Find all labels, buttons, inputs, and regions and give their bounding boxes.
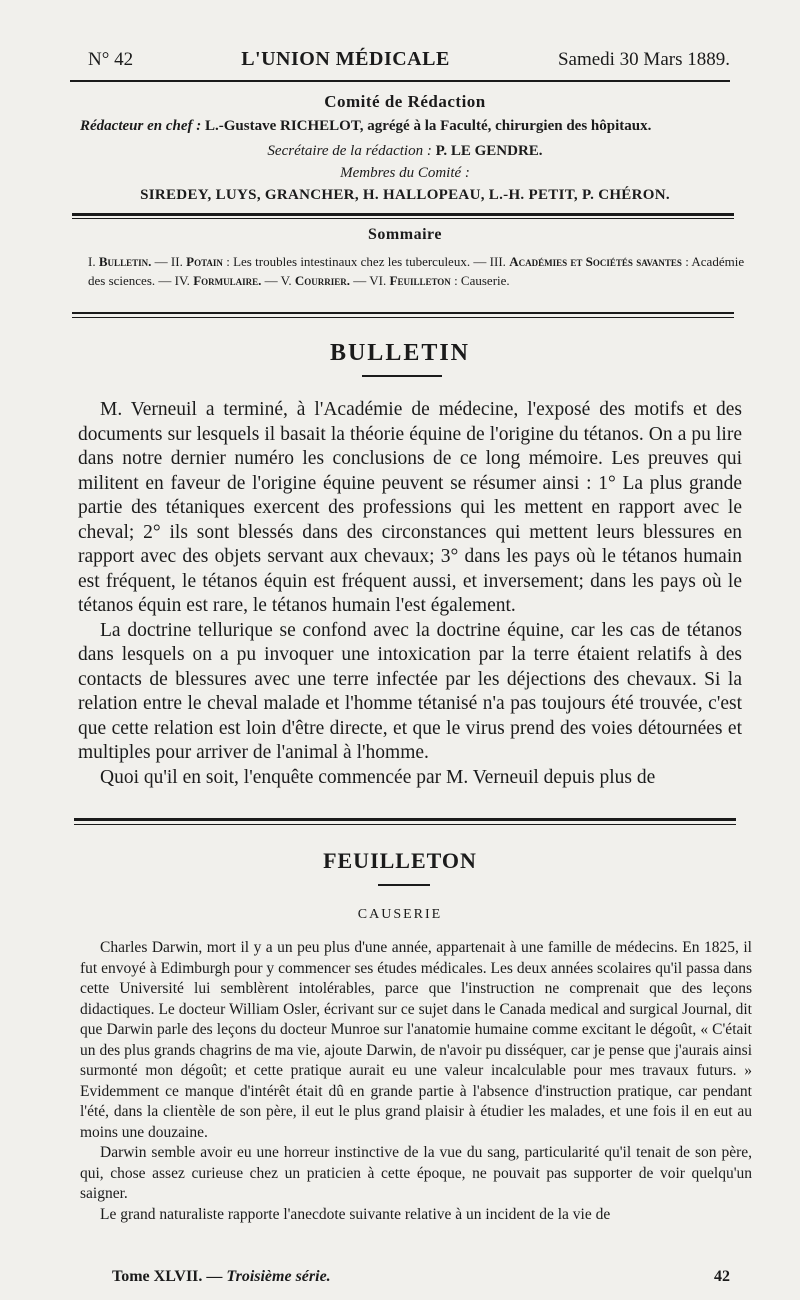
chief-name: L.-Gustave RICHELOT, agrégé à la Faculté, chirurgien des hôpitaux. (204, 118, 652, 134)
bulletin-body (78, 398, 742, 790)
sommaire-item: VI. Feuilleton : Causerie. (369, 273, 510, 288)
tome-line: Tome XLVII. — Troisième série. (112, 1268, 331, 1285)
sommaire-rule-1 (72, 312, 734, 314)
feuilleton-body (80, 938, 752, 1225)
issue-date: Samedi 30 Mars 1889. (557, 49, 730, 70)
secretary-line (60, 143, 750, 160)
journal-title: L'UNION MÉDICALE (241, 48, 450, 70)
sommaire-item: IV. Formulaire. (174, 273, 262, 288)
page-number: 42 (714, 1268, 730, 1285)
bulletin-paragraph: M. Verneuil a terminé, à l'Académie de médecine, l'exposé des motifs et des documents sur lesquels il basait la théorie équine de l'origine du tétanos. On a pu lire dans notre dernier numéro les conclusions de ce long mémoire. Les preuves qui militent en faveur de l'origine équine peuvent se résumer ainsi : 1° La plus grande partie des tétaniques exercent des professions qui les mettent en rapport avec le cheval; 2° ils sont blessés dans des circonstances qui mettent leurs blessures en rapport avec des objets servant aux chevaux; 3° dans les pays où le tétanos humain est fréquent, le tétanos équin est fréquent aussi, et inversement; dans les pays où le tétanos équin est rare, le tétanos humain l'est également. (78, 399, 742, 616)
header-rule (70, 80, 730, 82)
secretary-label: Secrétaire de la rédaction : (267, 143, 432, 159)
causerie-subtitle: CAUSERIE (357, 907, 443, 922)
chief-editor-line (80, 118, 750, 135)
sommaire-item: II. Potain : Les troubles intestinaux chez les tuberculeux. (170, 254, 471, 269)
bulletin-paragraph: La doctrine tellurique se confond avec la doctrine équine, car les cas de tétanos dans lesquels on a pu invoquer une intoxication par la terre étaient relatifs à des contacts de blessures avec une terre infectée par les déjections des chevaux. Si la relation entre le cheval malade et l'homme tétanisé n'a pas toujours été trouvée, c'est que cette relation est loin d'être directe, et que le virus prend des voies détournées et multiples pour arriver de l'animal à l'homme. (78, 619, 742, 763)
running-head (88, 48, 730, 78)
chief-label: Rédacteur en chef : (80, 118, 202, 134)
feuilleton-rule-2 (74, 824, 736, 825)
secretary-name: P. LE GENDRE. (435, 143, 543, 159)
page-footer (112, 1268, 730, 1286)
bulletin-underline (362, 375, 442, 377)
members-label: Membres du Comité : (340, 165, 470, 181)
bulletin-paragraph: Quoi qu'il en soit, l'enquête commencée par M. Verneuil depuis plus de (100, 766, 656, 788)
feuilleton-title: FEUILLETON (323, 848, 477, 873)
sommaire-item: V. Courrier. (280, 273, 351, 288)
committee-title: Comité de Rédaction (324, 92, 486, 111)
sommaire-item: III. Académies et Sociétés savantes : Académie des sciences. (88, 254, 745, 288)
bulletin-title: BULLETIN (329, 340, 471, 366)
feuilleton-rule-1 (74, 818, 736, 821)
feuilleton-underline (378, 884, 430, 886)
issue-number: N° 42 (88, 49, 134, 70)
sommaire-list: I. Bulletin. — II. Potain : Les troubles intestinaux chez les tuberculeux. — III. Académies et Sociétés savantes : Académie des sciences. — IV. Formulaire. — V. Courrier. — VI. Feuilleton : Causerie. (88, 254, 745, 288)
committee-rule-1 (72, 213, 734, 216)
feuilleton-paragraph: Charles Darwin, mort il y a un peu plus d'une année, appartenait à une famille de médecins. En 1825, il fut envoyé à Edimburgh pour y commencer ses études médicales. Les deux années scolaires qu'il passa dans cette Université lui semblèrent intolérables, parce que l'instruction ne comprenait que des leçons didactiques. Le docteur William Osler, écrivant sur ce sujet dans le Canada medical and surgical Journal, dit que Darwin parle des leçons du docteur Munroe sur l'anatomie humaine comme excitant le dégoût, « C'était un des plus grands chagrins de ma vie, ajoute Darwin, de n'avoir pu disséquer, car je pense que j'aurais ainsi surmonté mon dégoût; et cette pratique aurait eu une valeur incalculable pour mes travaux futurs. » Evidemment ce manque d'intérêt était dû en grande partie à l'absence d'instruction pratique, car pendant l'été, dans la clientèle de son père, il eut le plus grand plaisir à étudier les malades, et une fois il en eut au moins une douzaine. (80, 939, 752, 1141)
committee-rule-2 (72, 218, 734, 219)
sommaire-rule-2 (72, 317, 734, 318)
feuilleton-paragraph: Le grand naturaliste rapporte l'anecdote suivante relative à un incident de la vie de (100, 1205, 611, 1223)
feuilleton-paragraph: Darwin semble avoir eu une horreur instinctive de la vue du sang, particularité qu'il tenait de son père, qui, chose assez curieuse chez un praticien à cette époque, ne pouvait pas supporter de voir quelqu'un saigner. (80, 1144, 752, 1202)
sommaire-item: I. Bulletin. (88, 254, 152, 269)
committee-members: SIREDEY, LUYS, GRANCHER, H. HALLOPEAU, L.-H. PETIT, P. CHÉRON. (140, 187, 670, 203)
sommaire-title: Sommaire (368, 226, 442, 243)
